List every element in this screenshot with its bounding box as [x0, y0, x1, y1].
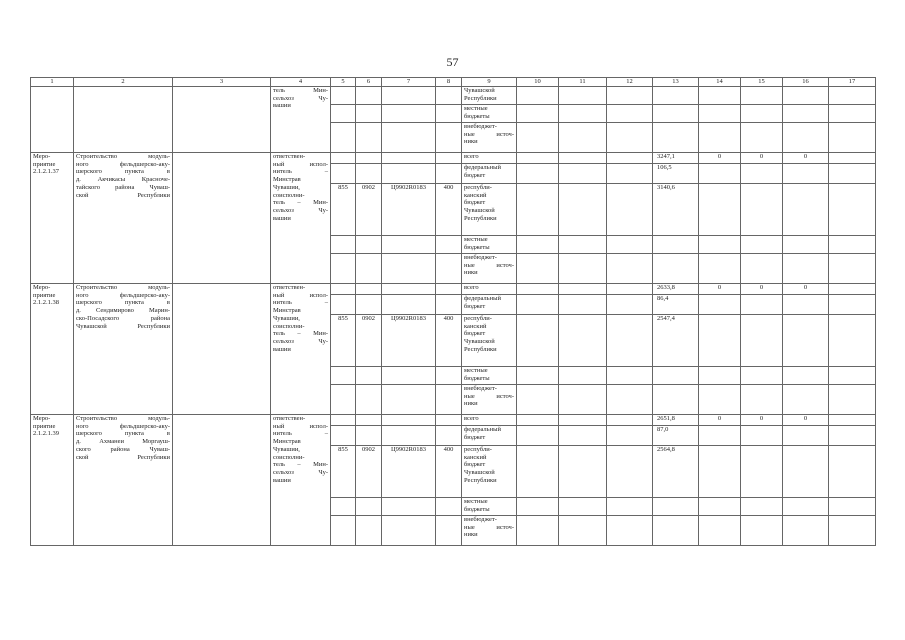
value-cell [699, 123, 741, 153]
value-2021-cell [653, 367, 699, 385]
value-cell [829, 415, 876, 426]
value-cell [699, 105, 741, 123]
value-cell [517, 284, 559, 295]
source-cell: внебюджет- ные источ- ники [462, 123, 517, 153]
table-row [31, 87, 876, 105]
code-cell [356, 153, 382, 164]
value-cell [741, 87, 783, 105]
value-2021-cell: 2564,8 [653, 446, 699, 498]
goal-cell [173, 87, 271, 153]
grbs-code-cell: 855 [331, 446, 356, 498]
header-cell: 9 [462, 78, 517, 87]
value-2021-cell [653, 498, 699, 516]
code-cell [436, 105, 462, 123]
value-2023-cell [741, 236, 783, 254]
code-cell [331, 426, 356, 446]
code-cell [331, 105, 356, 123]
code-cell [436, 284, 462, 295]
name-cell: Строительство модуль- ного фельдшерско-аку- шерского пункта в д. Акчикасы Красноче- тайского района Чуваш- ской Республики [74, 153, 173, 284]
value-2022-cell [699, 315, 741, 367]
value-2023-cell [741, 295, 783, 315]
value-cell [559, 367, 607, 385]
value-2023-cell [741, 315, 783, 367]
header-cell: 14 [699, 78, 741, 87]
value-2022-cell: 0 [699, 284, 741, 295]
value-cell [829, 426, 876, 446]
value-cell [783, 105, 829, 123]
value-cell [559, 415, 607, 426]
code-cell [382, 415, 436, 426]
value-cell [829, 164, 876, 184]
value-cell [829, 254, 876, 284]
responsible-cell: ответствен- ный испол- нитель – Минстрав Чувашии, соисполни- тель – Мин- сельхоз Чу- вашии [271, 415, 331, 546]
value-2024-cell [783, 164, 829, 184]
responsible-cell: ответствен- ный испол- нитель – Минстрав Чувашии, соисполни- тель – Мин- сельхоз Чу- вашии [271, 153, 331, 284]
code-cell [436, 516, 462, 546]
value-cell [517, 254, 559, 284]
value-2021-cell: 2547,4 [653, 315, 699, 367]
value-cell [559, 284, 607, 295]
code-cell [436, 236, 462, 254]
value-cell [653, 123, 699, 153]
value-2024-cell [783, 236, 829, 254]
source-cell: местные бюджеты [462, 105, 517, 123]
header-cell: 2 [74, 78, 173, 87]
value-2023-cell [741, 164, 783, 184]
code-cell [356, 105, 382, 123]
code-cell [382, 295, 436, 315]
value-cell [741, 105, 783, 123]
table-row [31, 284, 876, 295]
value-cell [607, 426, 653, 446]
event-cell: Меро- приятие 2.1.2.1.39 [31, 415, 74, 546]
header-cell: 12 [607, 78, 653, 87]
value-cell [517, 164, 559, 184]
value-cell [559, 295, 607, 315]
value-2024-cell [783, 498, 829, 516]
value-2021-cell: 87,0 [653, 426, 699, 446]
code-cell [382, 498, 436, 516]
name-cell: Строительство модуль- ного фельдшерско-аку- шерского пункта в д. Ахманеи Моргауш- ского района Чуваш- ской Республики [74, 415, 173, 546]
code-cell [331, 498, 356, 516]
value-cell [829, 516, 876, 546]
value-2024-cell [783, 315, 829, 367]
rz-code-cell: 0902 [356, 315, 382, 367]
code-cell [331, 415, 356, 426]
value-cell [517, 385, 559, 415]
source-cell: внебюджет- ные источ- ники [462, 254, 517, 284]
rz-code-cell: 0902 [356, 184, 382, 236]
value-cell [559, 164, 607, 184]
source-cell: всего [462, 415, 517, 426]
header-cell: 17 [829, 78, 876, 87]
value-2023-cell: 0 [741, 153, 783, 164]
header-cell: 11 [559, 78, 607, 87]
value-cell [829, 446, 876, 498]
source-cell: местные бюджеты [462, 236, 517, 254]
value-2021-cell: 106,5 [653, 164, 699, 184]
header-cell: 4 [271, 78, 331, 87]
responsible-cell: ответствен- ный испол- нитель – Минстрав Чувашии, соисполни- тель – Мин- сельхоз Чу- вашии [271, 284, 331, 415]
value-cell [829, 284, 876, 295]
value-cell [517, 105, 559, 123]
code-cell [356, 385, 382, 415]
value-2022-cell [699, 516, 741, 546]
code-cell [356, 415, 382, 426]
value-2022-cell [699, 446, 741, 498]
name-cell: Строительство модуль- ного фельдшерско-аку- шерского пункта в д. Сендимирово Марин- ско-Посадского района Чувашской Республики [74, 284, 173, 415]
value-2021-cell [653, 254, 699, 284]
value-cell [517, 87, 559, 105]
code-cell [436, 153, 462, 164]
header-cell: 3 [173, 78, 271, 87]
code-cell [331, 164, 356, 184]
value-cell [517, 153, 559, 164]
value-cell [559, 315, 607, 367]
value-cell [559, 87, 607, 105]
source-cell: федеральный бюджет [462, 164, 517, 184]
value-2024-cell [783, 295, 829, 315]
vr-code-cell: 400 [436, 315, 462, 367]
value-cell [517, 123, 559, 153]
code-cell [331, 254, 356, 284]
code-cell [382, 367, 436, 385]
value-cell [559, 426, 607, 446]
value-2024-cell [783, 385, 829, 415]
value-cell [517, 415, 559, 426]
code-cell [356, 426, 382, 446]
value-2021-cell: 3140,6 [653, 184, 699, 236]
code-cell [436, 385, 462, 415]
value-2023-cell [741, 426, 783, 446]
value-cell [829, 236, 876, 254]
value-cell [517, 295, 559, 315]
csr-code-cell: Ц9902R0183 [382, 184, 436, 236]
value-2023-cell: 0 [741, 284, 783, 295]
source-cell: местные бюджеты [462, 498, 517, 516]
value-2023-cell [741, 385, 783, 415]
goal-cell [173, 153, 271, 284]
name-cell [74, 87, 173, 153]
value-2021-cell: 3247,1 [653, 153, 699, 164]
code-cell [356, 516, 382, 546]
event-cell: Меро- приятие 2.1.2.1.37 [31, 153, 74, 284]
code-cell [436, 367, 462, 385]
value-cell [559, 498, 607, 516]
value-2022-cell [699, 236, 741, 254]
value-cell [607, 446, 653, 498]
code-cell [382, 236, 436, 254]
value-2023-cell [741, 498, 783, 516]
vr-code-cell: 400 [436, 446, 462, 498]
source-cell: федеральный бюджет [462, 426, 517, 446]
code-cell [331, 284, 356, 295]
value-cell [559, 236, 607, 254]
code-cell [356, 254, 382, 284]
code-cell [436, 123, 462, 153]
table-row [31, 415, 876, 426]
value-2021-cell: 2651,8 [653, 415, 699, 426]
value-2024-cell: 0 [783, 153, 829, 164]
table-row [31, 153, 876, 164]
program-table [30, 77, 876, 546]
value-cell [829, 105, 876, 123]
value-2022-cell [699, 426, 741, 446]
goal-cell [173, 284, 271, 415]
header-row [31, 78, 876, 87]
code-cell [331, 295, 356, 315]
code-cell [356, 295, 382, 315]
code-cell [382, 516, 436, 546]
value-cell [607, 284, 653, 295]
value-2022-cell [699, 367, 741, 385]
value-cell [607, 87, 653, 105]
value-2024-cell [783, 254, 829, 284]
value-2023-cell [741, 516, 783, 546]
value-2021-cell [653, 385, 699, 415]
value-cell [607, 123, 653, 153]
source-cell: Чувашской Республики [462, 87, 517, 105]
code-cell [436, 87, 462, 105]
value-2021-cell [653, 516, 699, 546]
source-cell: внебюджет- ные источ- ники [462, 385, 517, 415]
value-2022-cell [699, 385, 741, 415]
value-cell [517, 184, 559, 236]
value-2023-cell: 0 [741, 415, 783, 426]
csr-code-cell: Ц9902R0183 [382, 446, 436, 498]
grbs-code-cell: 855 [331, 315, 356, 367]
header-cell: 16 [783, 78, 829, 87]
responsible-cell: тель Мин- сельхоз Чу- вашии [271, 87, 331, 153]
csr-code-cell: Ц9902R0183 [382, 315, 436, 367]
value-cell [607, 315, 653, 367]
value-2022-cell [699, 184, 741, 236]
code-cell [382, 254, 436, 284]
vr-code-cell: 400 [436, 184, 462, 236]
code-cell [356, 87, 382, 105]
code-cell [331, 87, 356, 105]
value-cell [783, 123, 829, 153]
value-2024-cell [783, 426, 829, 446]
value-cell [829, 153, 876, 164]
code-cell [331, 367, 356, 385]
value-2024-cell: 0 [783, 284, 829, 295]
code-cell [382, 123, 436, 153]
value-2024-cell [783, 367, 829, 385]
value-cell [607, 498, 653, 516]
page-number: 57 [446, 55, 459, 69]
value-cell [829, 87, 876, 105]
value-cell [517, 498, 559, 516]
value-cell [607, 153, 653, 164]
value-cell [607, 164, 653, 184]
value-cell [783, 87, 829, 105]
code-cell [356, 367, 382, 385]
header-cell: 7 [382, 78, 436, 87]
value-cell [517, 426, 559, 446]
code-cell [356, 236, 382, 254]
value-cell [559, 516, 607, 546]
code-cell [436, 498, 462, 516]
value-2024-cell [783, 184, 829, 236]
code-cell [382, 153, 436, 164]
header-cell: 10 [517, 78, 559, 87]
value-cell [607, 415, 653, 426]
code-cell [382, 87, 436, 105]
value-cell [829, 184, 876, 236]
value-cell [517, 315, 559, 367]
value-2023-cell [741, 446, 783, 498]
value-cell [653, 87, 699, 105]
code-cell [436, 254, 462, 284]
value-cell [607, 367, 653, 385]
header-cell: 15 [741, 78, 783, 87]
value-2022-cell: 0 [699, 153, 741, 164]
value-2023-cell [741, 254, 783, 284]
value-cell [607, 184, 653, 236]
source-cell: внебюджет- ные источ- ники [462, 516, 517, 546]
source-cell: всего [462, 153, 517, 164]
value-2023-cell [741, 367, 783, 385]
value-cell [517, 516, 559, 546]
value-2022-cell: 0 [699, 415, 741, 426]
value-cell [559, 385, 607, 415]
value-cell [699, 87, 741, 105]
value-cell [829, 367, 876, 385]
source-cell: федеральный бюджет [462, 295, 517, 315]
value-cell [517, 367, 559, 385]
value-cell [559, 153, 607, 164]
code-cell [356, 164, 382, 184]
value-cell [517, 446, 559, 498]
value-cell [829, 315, 876, 367]
value-cell [607, 236, 653, 254]
value-2022-cell [699, 295, 741, 315]
code-cell [331, 516, 356, 546]
value-cell [559, 105, 607, 123]
code-cell [331, 123, 356, 153]
value-cell [829, 295, 876, 315]
value-cell [607, 295, 653, 315]
code-cell [436, 164, 462, 184]
value-cell [559, 184, 607, 236]
goal-cell [173, 415, 271, 546]
value-2022-cell [699, 498, 741, 516]
code-cell [356, 498, 382, 516]
code-cell [382, 105, 436, 123]
value-cell [559, 123, 607, 153]
value-cell [607, 254, 653, 284]
value-2021-cell [653, 236, 699, 254]
value-2022-cell [699, 254, 741, 284]
rz-code-cell: 0902 [356, 446, 382, 498]
code-cell [436, 295, 462, 315]
value-cell [829, 385, 876, 415]
value-cell [829, 498, 876, 516]
code-cell [331, 385, 356, 415]
value-2023-cell [741, 184, 783, 236]
value-cell [559, 254, 607, 284]
value-cell [559, 446, 607, 498]
code-cell [331, 236, 356, 254]
header-cell: 5 [331, 78, 356, 87]
header-cell: 1 [31, 78, 74, 87]
value-cell [741, 123, 783, 153]
source-cell: всего [462, 284, 517, 295]
source-cell: республи- канский бюджет Чувашской Республики [462, 315, 517, 367]
code-cell [356, 123, 382, 153]
code-cell [436, 415, 462, 426]
value-2024-cell [783, 516, 829, 546]
header-cell: 13 [653, 78, 699, 87]
code-cell [436, 426, 462, 446]
value-cell [607, 105, 653, 123]
program-table-sheet [30, 77, 875, 546]
code-cell [382, 284, 436, 295]
grbs-code-cell: 855 [331, 184, 356, 236]
code-cell [356, 284, 382, 295]
value-cell [517, 236, 559, 254]
event-cell: Меро- приятие 2.1.2.1.38 [31, 284, 74, 415]
value-2022-cell [699, 164, 741, 184]
source-cell: местные бюджеты [462, 367, 517, 385]
code-cell [382, 426, 436, 446]
value-2021-cell: 2633,8 [653, 284, 699, 295]
header-cell: 8 [436, 78, 462, 87]
header-cell: 6 [356, 78, 382, 87]
code-cell [382, 164, 436, 184]
source-cell: республи- канский бюджет Чувашской Республики [462, 446, 517, 498]
value-cell [607, 385, 653, 415]
value-2024-cell [783, 446, 829, 498]
value-cell [829, 123, 876, 153]
code-cell [382, 385, 436, 415]
value-cell [653, 105, 699, 123]
source-cell: республи- канский бюджет Чувашской Республики [462, 184, 517, 236]
code-cell [331, 153, 356, 164]
value-cell [607, 516, 653, 546]
value-2024-cell: 0 [783, 415, 829, 426]
event-cell [31, 87, 74, 153]
value-2021-cell: 86,4 [653, 295, 699, 315]
